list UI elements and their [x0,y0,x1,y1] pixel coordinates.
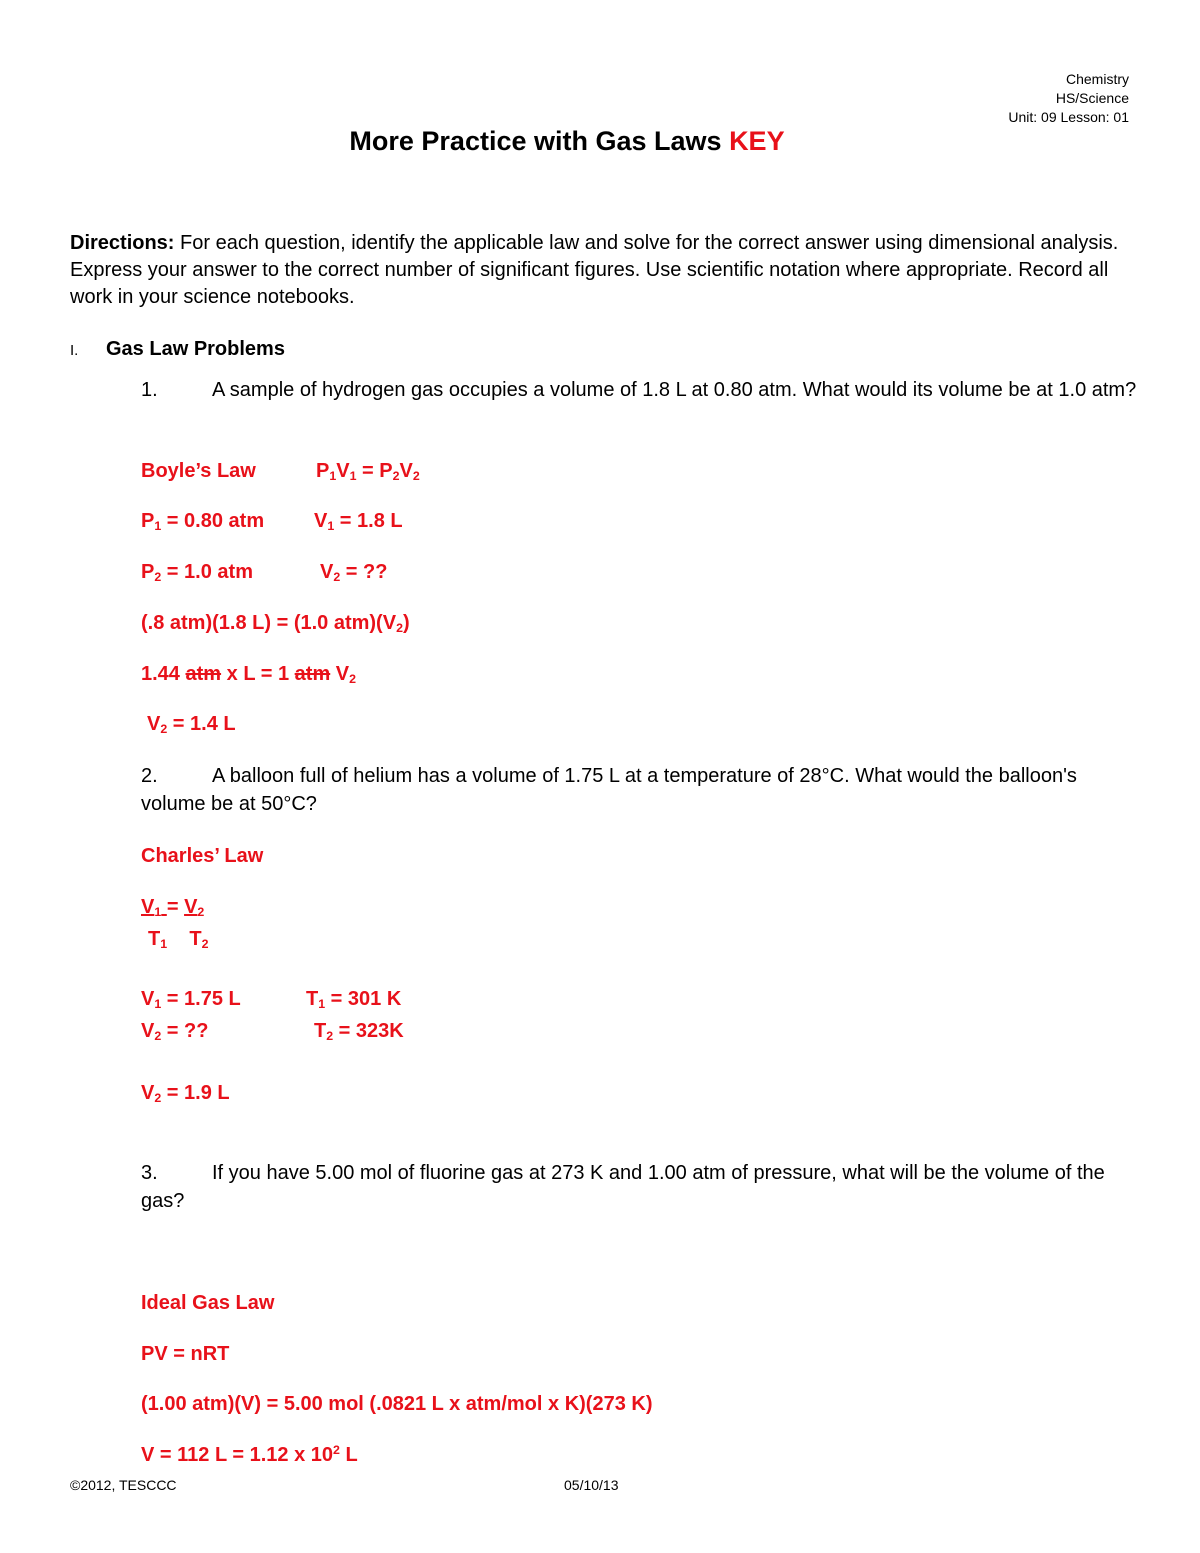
department-label: HS/Science [1055,90,1129,106]
section-title: Gas Law Problems [106,338,285,360]
q2-law-name: Charles’ Law [141,845,264,867]
title-main: More Practice with Gas Laws [349,126,722,156]
q2-v1: $V_1 = 1.75$ L [141,988,241,1012]
question-text: A sample of hydrogen gas occupies a volume of 1.8 L at 0.80 atm. What would its volume be at 1.0 atm? [212,379,1137,401]
page-title [0,126,1134,157]
q2-t2: $T_2 = 323K$ [314,1020,404,1044]
section-numeral: I. [70,342,79,359]
unit-lesson-label: Unit: 09 Lesson: 01 [1008,109,1129,125]
q1-p2: $P_2 = 1.0$ atm [141,561,253,585]
question-text: A balloon full of helium has a volume of 1.75 L at a temperature of 28°C. What would the balloon's volume be at 50°C? [141,765,1077,815]
question-1 [141,376,1141,404]
q3-formula: PV = nRT [141,1343,230,1365]
q1-step-1: (.8 atm)(1.8 L) = (1.0 $atm)(V_2)$ [141,612,410,636]
directions [70,230,1140,311]
q1-v1: $V_1 = 1.8$ L [314,510,403,534]
title-key: KEY [729,126,785,156]
question-number: 2. [141,765,158,787]
question-text: If you have 5.00 mol of fluorine gas at 273 K and 1.00 atm of pressure, what will be the volume of the gas? [141,1162,1105,1212]
footer-date: 05/10/13 [564,1477,619,1493]
q1-step-2: 1.44 atm x L = 1 atm $V_2$ [141,663,357,687]
q1-v2: $V_2$ = ?? [320,561,388,585]
directions-label: Directions: [70,232,175,254]
q1-law-formula: $P_1V_1 = P_2V_2$ [316,460,420,484]
cancelled-unit: atm [185,663,222,685]
q1-result: $V_2 = 1.4$ L [147,713,236,737]
q3-result: V = 112 L = 1.12 x $10^2$ L [141,1443,358,1466]
q3-law-name: Ideal Gas Law [141,1292,275,1314]
q1-law-name: Boyle’s Law [141,460,256,482]
q2-t1: $T_1 = 301$ K [306,988,402,1012]
directions-text: For each question, identify the applicable law and solve for the correct answer using dimensional analysis. Express your answer to the correct number of significant figures. Use scientific notation where appropriate. Record all work in your science notebooks. [70,232,1119,308]
section-heading [70,338,285,361]
question-number: 3. [141,1162,158,1184]
q2-formula-denominator: $T_1$ $T_2$ [148,928,209,952]
subject-label: Chemistry [1065,71,1129,87]
q2-result: $V_2 = 1.9$ L [141,1082,230,1106]
question-3 [141,1159,1141,1215]
question-2 [141,762,1141,818]
q2-v2: $V_2$ = ?? [141,1020,209,1044]
cancelled-unit: atm [294,663,331,685]
q3-step-1: (1.00 atm)(V) = 5.00 mol (.0821 L x atm/mol x K)(273 K) [141,1393,653,1415]
footer-copyright: ©2012, TESCCC [70,1477,177,1493]
q2-formula-numerator: $V_1 = V_2$ [141,896,205,920]
q1-p1: $P_1 = 0.80$ atm [141,510,265,534]
question-number: 1. [141,379,158,401]
